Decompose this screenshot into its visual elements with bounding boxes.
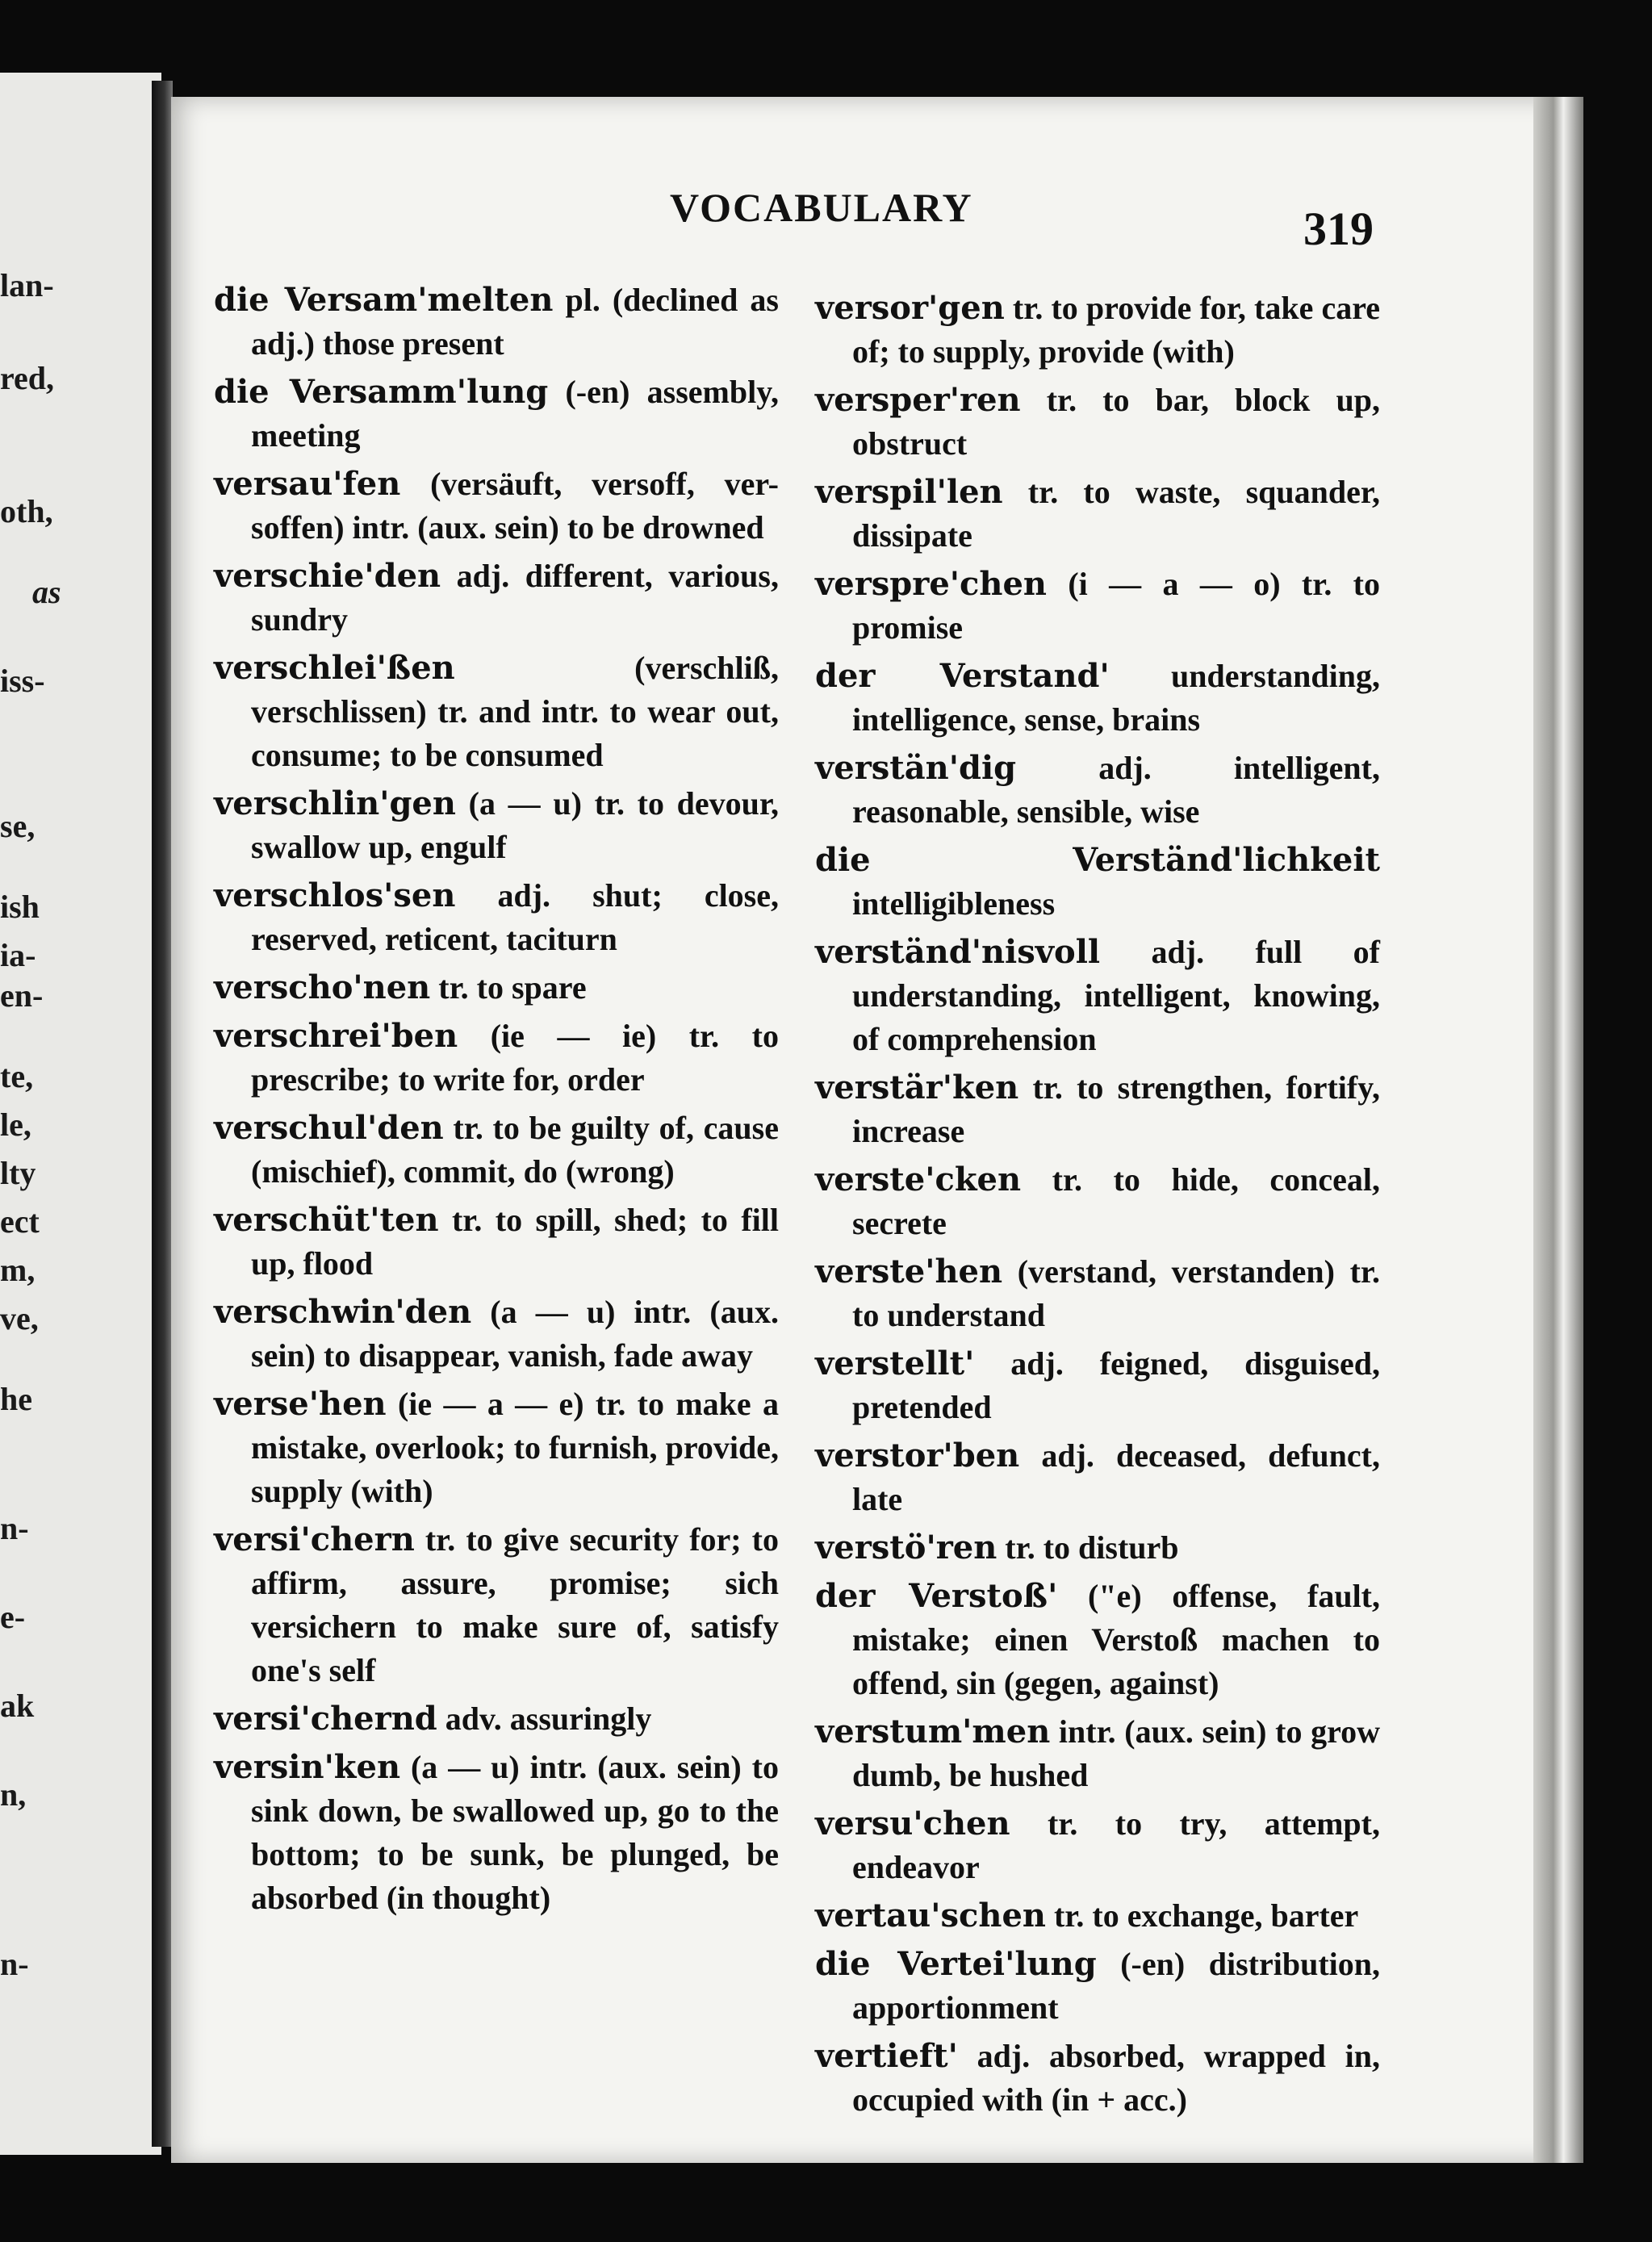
vocab-entry bbox=[214, 370, 779, 458]
vocab-entry bbox=[815, 839, 1380, 926]
headword: verschrei'ben bbox=[214, 1017, 458, 1055]
vocab-entry bbox=[214, 1382, 779, 1513]
left-page-fragment: ve, bbox=[0, 1300, 39, 1336]
vocab-entry bbox=[214, 1290, 779, 1378]
headword: die Versam'melten bbox=[214, 281, 554, 319]
definition: (ie — ie) tr. to prescribe; to write for, order bbox=[251, 1018, 779, 1098]
vocab-entry bbox=[815, 471, 1380, 558]
definition: (verstand, verstanden) tr. to understand bbox=[852, 1253, 1380, 1333]
vocab-entry bbox=[815, 931, 1380, 1061]
headword: verständ'nisvoll bbox=[815, 933, 1101, 971]
page-edge bbox=[1533, 97, 1583, 2163]
definition: (ie — a — e) tr. to make a mistake, overlook; to furnish, provide, supply (with) bbox=[251, 1386, 779, 1509]
definition: (a — u) tr. to devour, swallow up, engulf bbox=[251, 785, 779, 865]
definition: adj. intelligent, reasonable, sensible, wise bbox=[852, 750, 1380, 830]
vocab-entry bbox=[214, 1697, 779, 1741]
headword: verste'cken bbox=[815, 1161, 1022, 1198]
definition: (i — a — o) tr. to promise bbox=[852, 566, 1380, 646]
headword: die Vertei'lung bbox=[815, 1945, 1097, 1983]
page-header-title: VOCABULARY bbox=[670, 185, 973, 230]
vocab-entry bbox=[214, 1518, 779, 1692]
definition: tr. to be guilty of, cause (mischief), commit, do (wrong) bbox=[251, 1110, 779, 1190]
definition: (a — u) intr. (aux. sein) to disappear, vanish, fade away bbox=[251, 1294, 779, 1374]
definition: adj. full of understanding, intelligent, knowing, of comprehension bbox=[852, 934, 1380, 1057]
definition: (-en) assembly, meeting bbox=[251, 374, 779, 454]
vocab-entry bbox=[815, 1066, 1380, 1153]
vocab-entry bbox=[214, 782, 779, 869]
headword: der Verstoß' bbox=[815, 1577, 1058, 1615]
vocab-entry bbox=[214, 1746, 779, 1920]
vocab-entry bbox=[214, 1014, 779, 1102]
vocab-entry bbox=[815, 1894, 1380, 1938]
left-page-fragment: se, bbox=[0, 808, 36, 844]
left-page-fragment: n, bbox=[0, 1776, 27, 1813]
headword: verschlin'gen bbox=[214, 784, 456, 822]
vocab-entry bbox=[815, 1575, 1380, 1705]
left-page-fragment: en- bbox=[0, 977, 44, 1014]
headword: verschlei'ßen bbox=[214, 649, 455, 687]
left-page-fragment: n- bbox=[0, 1510, 29, 1546]
headword: verstär'ken bbox=[815, 1069, 1019, 1106]
left-page-fragment: lan- bbox=[0, 267, 54, 303]
vocab-entry bbox=[815, 1342, 1380, 1429]
definition: pl. (declined as adj.) those present bbox=[251, 282, 779, 362]
page-number: 319 bbox=[1303, 203, 1374, 255]
headword: vertau'schen bbox=[815, 1897, 1046, 1935]
headword: verstum'men bbox=[815, 1713, 1051, 1751]
definition: tr. to hide, conceal, secrete bbox=[852, 1161, 1380, 1241]
left-page bbox=[0, 73, 161, 2155]
definition: (versäuft, versoff, ver-soffen) intr. (aux. sein) to be drowned bbox=[251, 466, 779, 546]
left-page-fragment: red, bbox=[0, 360, 55, 396]
headword: verstö'ren bbox=[815, 1529, 997, 1566]
headword: verspil'len bbox=[815, 473, 1003, 511]
vocab-entry bbox=[214, 554, 779, 642]
definition: adj. shut; close, reserved, reticent, taciturn bbox=[251, 877, 779, 957]
vocab-entry bbox=[214, 1106, 779, 1194]
right-column bbox=[815, 287, 1380, 2127]
left-page-fragment: n- bbox=[0, 1946, 29, 1982]
left-page-fragment: le, bbox=[0, 1106, 31, 1143]
headword: verscho'nen bbox=[214, 968, 431, 1006]
headword: verschlos'sen bbox=[214, 876, 456, 914]
definition: tr. to spare bbox=[430, 969, 587, 1006]
vocab-entry bbox=[214, 966, 779, 1010]
headword: verstän'dig bbox=[815, 749, 1017, 787]
vocab-entry bbox=[815, 1710, 1380, 1797]
definition: tr. to spill, shed; to fill up, flood bbox=[251, 1202, 779, 1282]
vocab-entry bbox=[214, 1198, 779, 1286]
headword: verspre'chen bbox=[815, 565, 1047, 603]
vocab-entry bbox=[815, 2035, 1380, 2122]
definition: understanding, intelligence, sense, brains bbox=[852, 658, 1380, 738]
headword: der Verstand' bbox=[815, 657, 1110, 695]
headword: versi'chern bbox=[214, 1520, 415, 1558]
vocab-entry bbox=[214, 278, 779, 366]
left-page-fragment: as bbox=[32, 574, 61, 610]
vocab-entry bbox=[214, 874, 779, 961]
left-page-fragment: iss- bbox=[0, 663, 45, 699]
left-page-fragment: oth, bbox=[0, 493, 53, 529]
definition: tr. to bar, block up, obstruct bbox=[852, 382, 1380, 462]
left-column bbox=[214, 278, 779, 1925]
headword: versin'ken bbox=[214, 1748, 401, 1786]
vocab-entry bbox=[815, 379, 1380, 466]
vocab-entry bbox=[815, 287, 1380, 374]
left-page-fragment: te, bbox=[0, 1058, 34, 1094]
headword: versi'chernd bbox=[214, 1700, 437, 1738]
headword: verschüt'ten bbox=[214, 1201, 439, 1239]
headword: verse'hen bbox=[214, 1385, 387, 1423]
left-page-fragment: ect bbox=[0, 1203, 40, 1240]
left-page-fragment: he bbox=[0, 1381, 32, 1417]
definition: intr. (aux. sein) to grow dumb, be hushed bbox=[852, 1713, 1380, 1793]
left-page-fragment: ak bbox=[0, 1688, 35, 1724]
left-page-fragment: lty bbox=[0, 1155, 36, 1191]
vocab-entry bbox=[815, 1802, 1380, 1889]
definition: adj. absorbed, wrapped in, occupied with (in + acc.) bbox=[852, 2038, 1380, 2118]
vocab-entry bbox=[214, 646, 779, 777]
vocab-entry bbox=[815, 1434, 1380, 1521]
headword: verschie'den bbox=[214, 557, 441, 595]
definition: tr. to waste, squander, dissipate bbox=[852, 474, 1380, 554]
definition: tr. to give security for; to affirm, assure, promise; sich versichern to make sure of, satisfy one's self bbox=[251, 1521, 779, 1688]
definition: adj. deceased, defunct, late bbox=[852, 1437, 1380, 1517]
headword: versper'ren bbox=[815, 381, 1021, 419]
headword: vertieft' bbox=[815, 2037, 958, 2075]
definition: tr. to disturb bbox=[997, 1529, 1179, 1566]
vocab-entry bbox=[815, 563, 1380, 650]
headword: die Verständ'lichkeit bbox=[815, 841, 1380, 879]
left-page-fragment: m, bbox=[0, 1252, 36, 1288]
headword: verste'hen bbox=[815, 1253, 1003, 1290]
headword: die Versamm'lung bbox=[214, 373, 549, 411]
headword: verschul'den bbox=[214, 1109, 444, 1147]
vocab-entry bbox=[815, 1943, 1380, 2030]
vocab-entry bbox=[815, 1158, 1380, 1245]
headword: versor'gen bbox=[815, 289, 1005, 327]
left-page-fragment: e- bbox=[0, 1599, 26, 1635]
definition: tr. to provide for, take care of; to supply, provide (with) bbox=[852, 290, 1380, 370]
headword: verschwin'den bbox=[214, 1293, 472, 1331]
definition: tr. to exchange, barter bbox=[1045, 1897, 1359, 1934]
definition: (verschliß, verschlissen) tr. and intr. to wear out, consume; to be consumed bbox=[251, 650, 779, 773]
definition: intelligibleness bbox=[852, 885, 1056, 922]
definition: adj. feigned, disguised, pretended bbox=[852, 1345, 1380, 1425]
definition: tr. to strengthen, fortify, increase bbox=[852, 1069, 1380, 1149]
headword: verstor'ben bbox=[815, 1437, 1020, 1474]
vocab-entry bbox=[815, 655, 1380, 742]
definition: adv. assuringly bbox=[437, 1700, 652, 1737]
left-page-fragment: ish bbox=[0, 889, 40, 925]
gutter-shadow bbox=[152, 81, 173, 2147]
definition: (a — u) intr. (aux. sein) to sink down, be swallowed up, go to the bottom; to be sunk, be plunged, be absorbed (in thought) bbox=[251, 1749, 779, 1916]
definition: ("e) offense, fault, mistake; einen Verstoß machen to offend, sin (gegen, against) bbox=[852, 1578, 1380, 1701]
vocab-entry bbox=[815, 1250, 1380, 1337]
headword: versu'chen bbox=[815, 1805, 1010, 1843]
definition: adj. different, various, sundry bbox=[251, 558, 779, 638]
definition: (-en) distribution, apportionment bbox=[852, 1946, 1381, 2026]
vocab-entry bbox=[815, 747, 1380, 834]
headword: versau'fen bbox=[214, 465, 401, 503]
definition: tr. to try, attempt, endeavor bbox=[852, 1805, 1380, 1885]
vocab-entry bbox=[815, 1526, 1380, 1570]
vocab-entry bbox=[214, 462, 779, 550]
left-page-fragment: ia- bbox=[0, 937, 36, 973]
headword: verstellt' bbox=[815, 1345, 975, 1382]
